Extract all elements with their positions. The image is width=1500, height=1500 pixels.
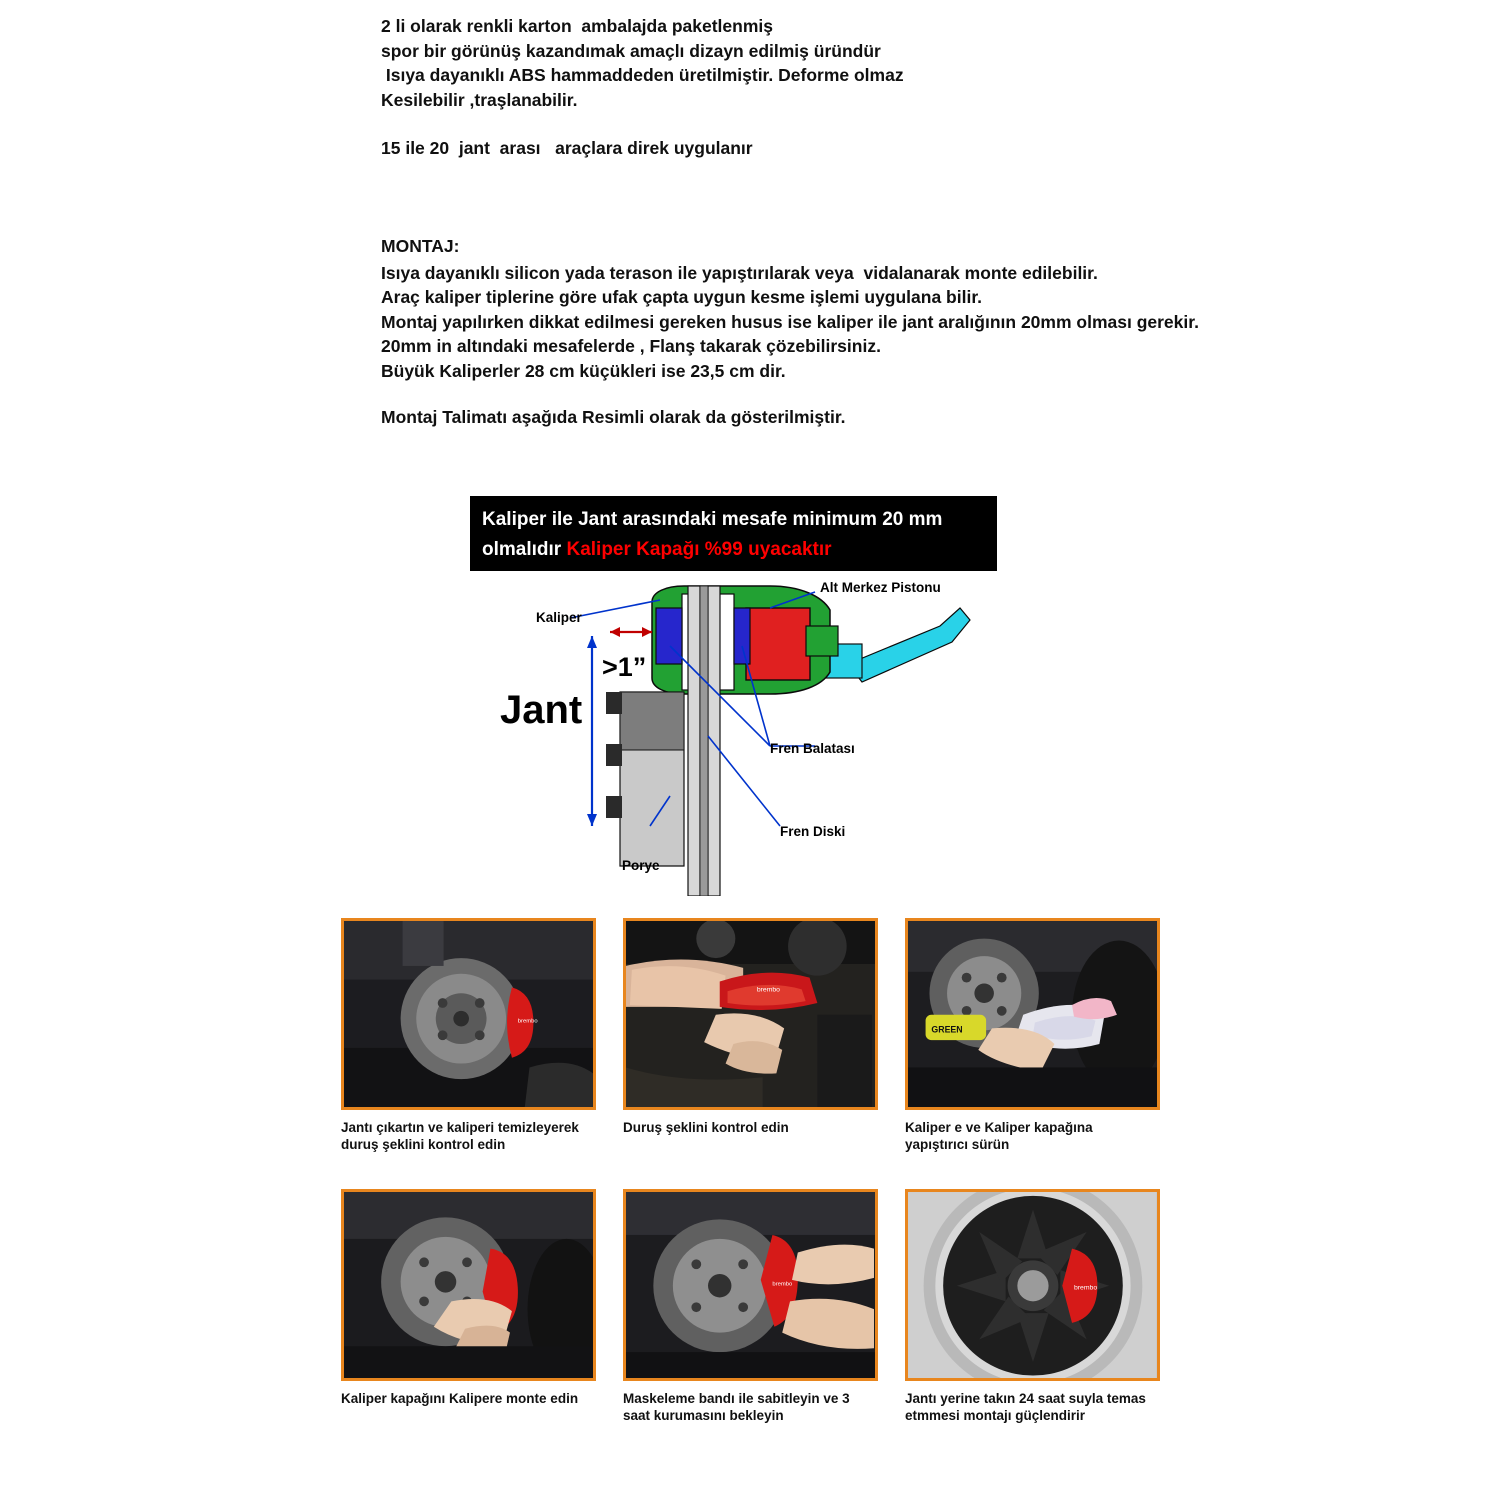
steps-row-2	[341, 1189, 1161, 1424]
step-caption-4: Kaliper kapağını Kalipere monte edin	[341, 1391, 579, 1406]
wheel-lug-1	[606, 692, 622, 714]
montaj-text-block	[381, 234, 1261, 430]
step-photo-frame-1	[341, 918, 596, 1110]
svg-text:brembo: brembo	[517, 1018, 538, 1025]
montaj-footer: Montaj Talimatı aşağıda Resimli olarak da gösterilmiştir.	[381, 407, 846, 427]
step-photo-5	[626, 1192, 875, 1379]
step-photo-1	[344, 921, 593, 1108]
step-caption-6: Jantı yerine takın 24 saat suyla temas etmmesi montajı güçlendirir	[905, 1391, 1146, 1423]
intro-note: 15 ile 20 jant arası araçlara direk uygulanır	[381, 138, 753, 158]
intro-text-block	[381, 14, 1241, 161]
step-item-3	[905, 918, 1160, 1153]
jant-measure-head-top	[587, 636, 597, 648]
step-photo-frame-6	[905, 1189, 1160, 1381]
step-item-2	[623, 918, 878, 1153]
hub-grey-top	[620, 692, 684, 750]
step-caption-1: Jantı çıkartın ve kaliperi temizleyerek duruş şeklini kontrol edin	[341, 1120, 579, 1152]
intro-line-1: 2 li olarak renkli karton ambalajda paketlenmiş	[381, 16, 773, 36]
montaj-line-3: Montaj yapılırken dikkat edilmesi gereken husus ise kaliper ile jant aralığının 20mm olması gerekir.	[381, 311, 1199, 332]
step-caption-3: Kaliper e ve Kaliper kapağına yapıştırıcı sürün	[905, 1120, 1093, 1152]
brake-disc-left-face	[688, 586, 700, 896]
step-photo-6	[908, 1192, 1157, 1379]
banner-text-main: Kaliper ile Jant arasındaki mesafe minimum 20 mm olmalıdır	[482, 509, 943, 560]
step-caption-5: Maskeleme bandı ile sabitleyin ve 3 saat kurumasını bekleyin	[623, 1391, 850, 1423]
banner-text-accent: Kaliper Kapağı %99 uyacaktır	[566, 539, 832, 560]
brake-disc-right-face	[708, 586, 720, 896]
wheel-lug-2	[606, 744, 622, 766]
brake-clearance-diagram	[470, 496, 1030, 896]
step-item-1	[341, 918, 596, 1153]
brake-pad-right	[734, 608, 750, 664]
label-fren-balatasi: Fren Balatası	[770, 741, 855, 756]
step-caption-2: Duruş şeklini kontrol edin	[623, 1120, 789, 1135]
label-porye: Porye	[622, 858, 660, 873]
montaj-line-4: 20mm in altındaki mesafelerde , Flanş takarak çözebilirsiniz.	[381, 336, 881, 356]
step-photo-3	[908, 921, 1157, 1108]
intro-line-2: spor bir görünüş kazandımak amaçlı dizayn edilmiş üründür	[381, 40, 881, 61]
montaj-line-1: Isıya dayanıklı silicon yada terason ile yapıştırılarak veya vidalanarak monte edilebilir.	[381, 262, 1098, 283]
label-fren-diski: Fren Diski	[780, 824, 846, 839]
piston-red-block	[746, 608, 810, 680]
installation-steps-grid	[341, 918, 1161, 1432]
label-kaliper: Kaliper	[536, 610, 582, 625]
label-alt-merkez-pistonu: Alt Merkez Pistonu	[820, 580, 941, 595]
svg-text:brembo: brembo	[1073, 1284, 1098, 1292]
step-photo-frame-3	[905, 918, 1160, 1110]
clearance-arrow-head-right	[642, 627, 652, 637]
intro-line-3: Isıya dayanıklı ABS hammaddeden üretilmiştir. Deforme olmaz	[381, 65, 904, 85]
brake-pad-left	[656, 608, 682, 664]
step-photo-frame-5	[623, 1189, 878, 1381]
step-item-6	[905, 1189, 1160, 1424]
montaj-spacer	[381, 383, 1261, 405]
svg-text:brembo: brembo	[756, 986, 780, 994]
montaj-line-2: Araç kaliper tiplerine göre ufak çapta uygun kesme işlemi uygulana bilir.	[381, 287, 983, 307]
svg-text:brembo: brembo	[772, 1281, 793, 1288]
jant-measure-head-bottom	[587, 814, 597, 826]
step-photo-2	[626, 921, 875, 1108]
montaj-line-5: Büyük Kaliperler 28 cm küçükleri ise 23,5 cm dir.	[381, 360, 786, 381]
step-item-4	[341, 1189, 596, 1424]
wheel-lug-3	[606, 796, 622, 818]
clearance-arrow-head-left	[610, 627, 620, 637]
piston-neck	[806, 626, 838, 656]
step-item-5	[623, 1189, 878, 1424]
steps-row-1	[341, 918, 1161, 1153]
svg-text:GREEN: GREEN	[931, 1024, 963, 1035]
label-clearance-inch: >1”	[602, 652, 647, 682]
hub-arm-shape	[848, 608, 970, 682]
leader-kaliper	[570, 600, 660, 618]
intro-spacer	[381, 112, 1241, 136]
step-photo-frame-4	[341, 1189, 596, 1381]
step-photo-frame-2	[623, 918, 878, 1110]
intro-line-4: Kesilebilir ,traşlanabilir.	[381, 89, 578, 110]
label-jant: Jant	[500, 688, 583, 732]
brake-disc-core	[700, 586, 708, 896]
step-photo-4	[344, 1192, 593, 1379]
montaj-title: MONTAJ:	[381, 236, 460, 256]
